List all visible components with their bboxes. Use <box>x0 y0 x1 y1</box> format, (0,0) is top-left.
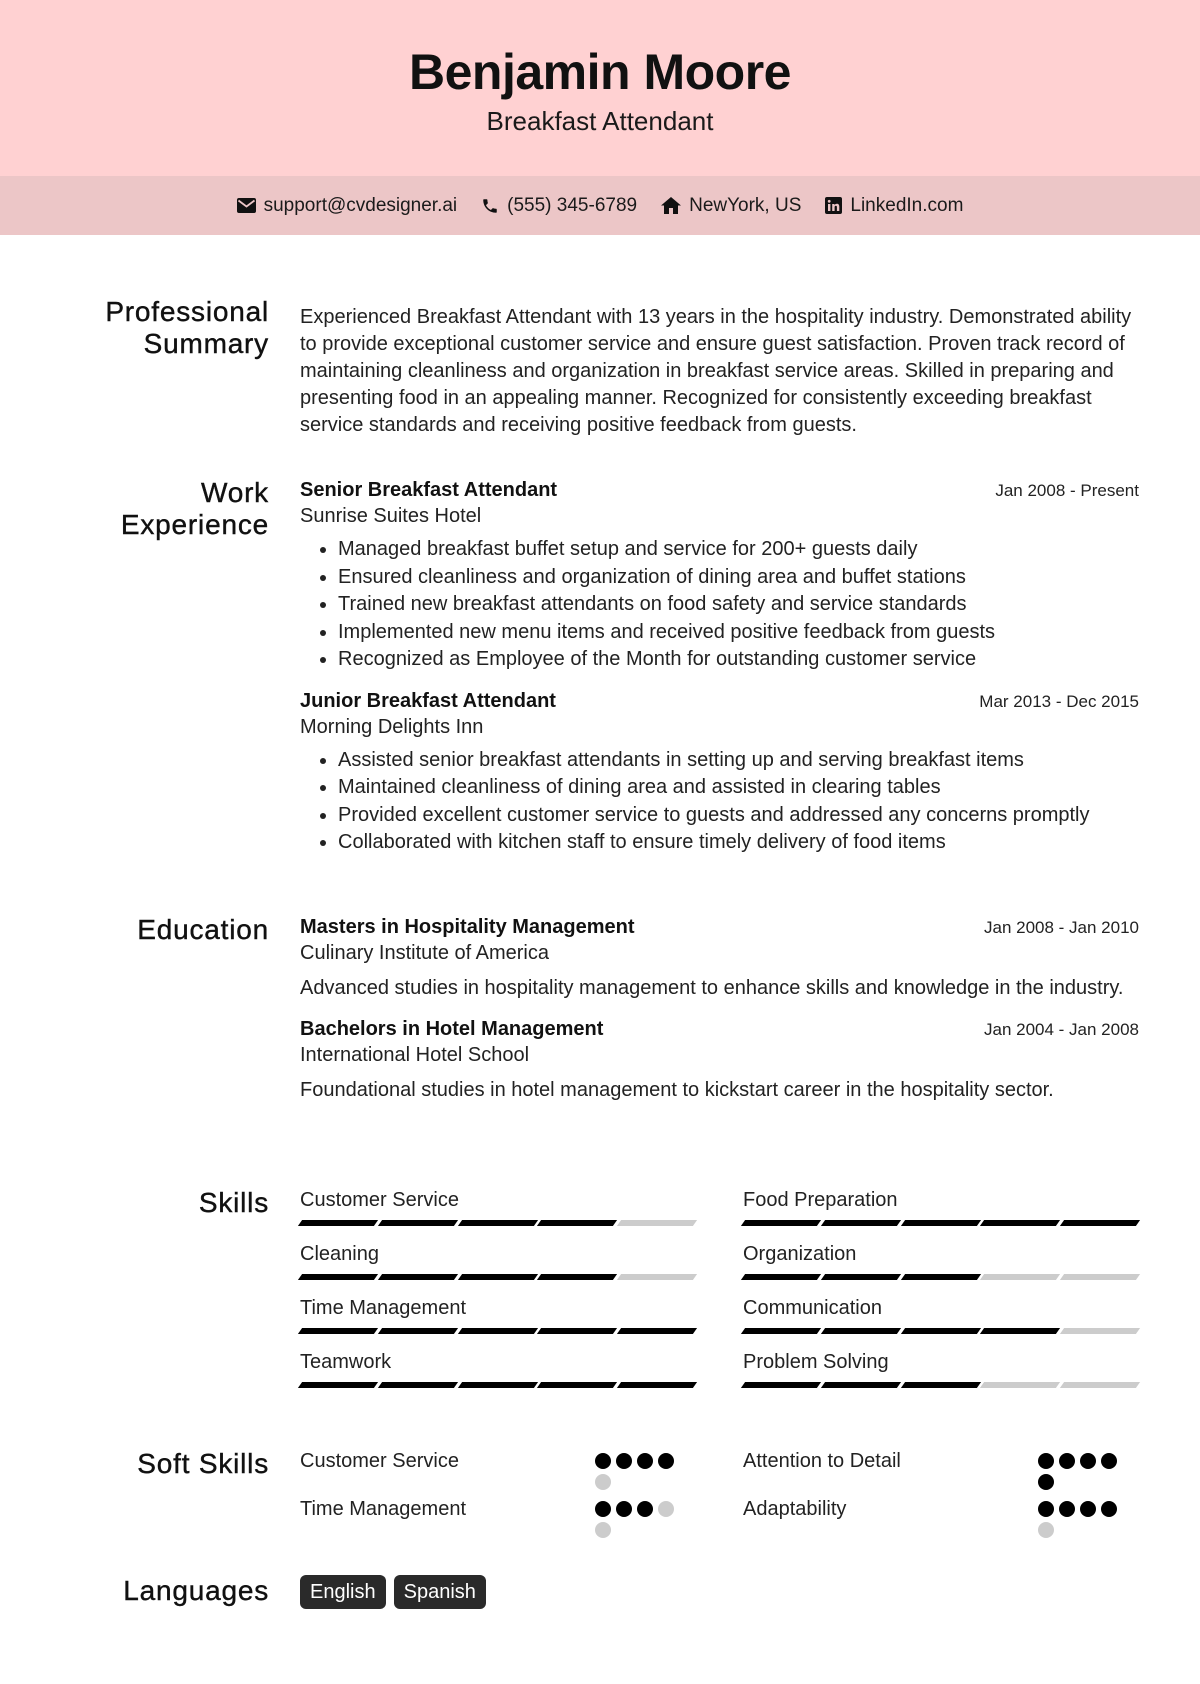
skill-item <box>300 1295 695 1334</box>
skill-level-bar <box>300 1274 695 1280</box>
contact-linkedin[interactable] <box>825 195 963 217</box>
languages-heading: Languages <box>123 1575 269 1606</box>
experience-heading <box>121 477 269 541</box>
skill-level-segment <box>378 1328 458 1334</box>
education-description: Foundational studies in hotel management to kickstart career in the hospitality sector. <box>300 1079 1054 1101</box>
skill-level-segment <box>617 1382 697 1388</box>
soft-skill-rating <box>595 1501 685 1538</box>
skill-name: Cleaning <box>300 1243 379 1265</box>
home-icon <box>661 197 681 214</box>
skill-level-bar <box>743 1382 1138 1388</box>
summary-heading <box>105 296 269 360</box>
job-title: Senior Breakfast Attendant <box>300 479 558 501</box>
skill-level-segment <box>900 1274 980 1280</box>
skill-name: Organization <box>743 1243 857 1265</box>
skill-item <box>743 1187 1138 1226</box>
skill-level-segment <box>900 1220 980 1226</box>
soft-skills-grid <box>300 1448 1139 1534</box>
skill-level-segment <box>457 1274 537 1280</box>
skill-level-segment <box>298 1382 378 1388</box>
skill-level-segment <box>821 1220 901 1226</box>
rating-dot <box>1038 1522 1054 1538</box>
skill-level-segment <box>457 1220 537 1226</box>
skill-level-segment <box>980 1274 1060 1280</box>
job-bullet: • Managed breakfast buffet setup and service for 200+ guests daily <box>338 536 1139 564</box>
education-date: Jan 2004 - Jan 2008 <box>983 1020 1139 1039</box>
job-bullet: • Ensured cleanliness and organization of dining area and buffet stations <box>338 564 1139 592</box>
job-title: Junior Breakfast Attendant <box>300 689 556 712</box>
education-list <box>300 914 1139 1118</box>
skill-item <box>300 1187 695 1226</box>
skill-level-segment <box>1060 1220 1140 1226</box>
contact-email-text: support@cvdesigner.ai <box>263 194 458 216</box>
skill-item <box>743 1241 1138 1280</box>
skill-level-segment <box>741 1328 821 1334</box>
rating-dot <box>1080 1453 1096 1469</box>
skill-level-bar <box>743 1274 1138 1280</box>
skill-item <box>743 1295 1138 1334</box>
skill-item <box>300 1349 695 1388</box>
rating-dot <box>1038 1501 1054 1517</box>
education-date: Jan 2008 - Jan 2010 <box>983 918 1139 937</box>
skill-level-segment <box>741 1220 821 1226</box>
skill-level-segment <box>821 1382 901 1388</box>
skill-level-segment <box>980 1220 1060 1226</box>
soft-skill-name: Adaptability <box>743 1498 847 1520</box>
job-bullet: • Collaborated with kitchen staff to ensure timely delivery of food items <box>338 829 1139 857</box>
skill-level-segment <box>980 1382 1060 1388</box>
skill-level-bar <box>743 1220 1138 1226</box>
job-list <box>300 477 1139 871</box>
skill-item <box>743 1349 1138 1388</box>
education-heading: Education <box>137 914 269 945</box>
skill-name: Problem Solving <box>743 1351 889 1373</box>
skill-level-segment <box>457 1382 537 1388</box>
job-bullet: • Maintained cleanliness of dining area and assisted in clearing tables <box>338 774 1139 802</box>
soft-skill-item <box>743 1496 1138 1534</box>
job-date: Jan 2008 - Present <box>995 481 1139 500</box>
rating-dot <box>595 1453 611 1469</box>
rating-dot <box>658 1453 674 1469</box>
skill-level-segment <box>900 1328 980 1334</box>
soft-skill-item <box>300 1496 695 1534</box>
skill-level-segment <box>298 1220 378 1226</box>
skill-level-segment <box>457 1328 537 1334</box>
skills-grid <box>300 1187 1139 1388</box>
rating-dot <box>1080 1501 1096 1517</box>
skill-level-segment <box>378 1274 458 1280</box>
skill-level-segment <box>537 1274 617 1280</box>
rating-dot <box>1038 1453 1054 1469</box>
experience-heading-line1: Work <box>200 477 269 508</box>
job-company: Morning Delights Inn <box>300 715 484 738</box>
resume-header <box>0 0 1200 176</box>
contact-phone-text: (555) 345-6789 <box>507 194 638 216</box>
language-list <box>300 1575 1139 1609</box>
skill-level-segment <box>741 1382 821 1388</box>
experience-heading-line2: Experience <box>120 509 269 540</box>
skill-name: Customer Service <box>300 1189 459 1211</box>
skill-level-segment <box>537 1220 617 1226</box>
soft-skills-heading: Soft Skills <box>137 1448 269 1479</box>
school-name: Culinary Institute of America <box>300 942 549 964</box>
job-bullet: • Implemented new menu items and received positive feedback from guests <box>338 619 1139 647</box>
rating-dot <box>616 1453 632 1469</box>
contact-linkedin-text: LinkedIn.com <box>850 194 964 216</box>
skill-level-segment <box>617 1220 697 1226</box>
soft-skill-rating <box>1038 1453 1128 1490</box>
job-date: Mar 2013 - Dec 2015 <box>979 691 1139 711</box>
skill-level-segment <box>1060 1274 1140 1280</box>
skills-heading: Skills <box>198 1187 269 1218</box>
skill-name: Communication <box>743 1297 882 1319</box>
rating-dot <box>658 1501 674 1517</box>
contact-phone[interactable] <box>481 195 637 217</box>
candidate-title: Breakfast Attendant <box>486 106 714 136</box>
contact-email[interactable] <box>237 195 458 217</box>
soft-skill-rating <box>595 1453 685 1490</box>
job-bullet: • Trained new breakfast attendants on food safety and service standards <box>338 591 1139 619</box>
education-entry <box>300 1016 1139 1104</box>
rating-dot <box>1059 1501 1075 1517</box>
skill-level-segment <box>1060 1382 1140 1388</box>
rating-dot <box>1038 1474 1054 1490</box>
language-badge: English <box>300 1575 386 1609</box>
skill-level-segment <box>980 1328 1060 1334</box>
job-bullet: • Provided excellent customer service to guests and addressed any concerns promptly <box>338 802 1139 830</box>
skill-level-segment <box>537 1382 617 1388</box>
skill-level-bar <box>300 1382 695 1388</box>
education-description: Advanced studies in hospitality management to enhance skills and knowledge in the industry. <box>300 977 1124 999</box>
skill-level-bar <box>300 1220 695 1226</box>
school-name: International Hotel School <box>300 1044 530 1066</box>
envelope-icon <box>237 198 256 213</box>
skill-level-segment <box>298 1274 378 1280</box>
contact-location <box>661 195 801 217</box>
degree-title: Masters in Hospitality Management <box>300 916 635 938</box>
phone-icon <box>481 197 499 215</box>
linkedin-icon <box>825 197 842 214</box>
skill-level-segment <box>378 1220 458 1226</box>
soft-skill-rating <box>1038 1501 1128 1538</box>
soft-skill-name: Attention to Detail <box>743 1450 901 1472</box>
skill-level-segment <box>298 1328 378 1334</box>
job-bullet: • Recognized as Employee of the Month for outstanding customer service <box>338 646 1139 674</box>
skill-name: Food Preparation <box>743 1189 898 1211</box>
contact-location-text: NewYork, US <box>689 194 802 216</box>
skill-level-segment <box>900 1382 980 1388</box>
skill-item <box>300 1241 695 1280</box>
candidate-name: Benjamin Moore <box>409 44 791 100</box>
skill-level-segment <box>378 1382 458 1388</box>
summary-heading-line1: Professional <box>105 296 269 327</box>
education-entry <box>300 914 1139 1002</box>
job-entry <box>300 477 1139 674</box>
skill-level-bar <box>300 1328 695 1334</box>
skill-name: Time Management <box>300 1297 466 1319</box>
job-bullets <box>300 747 1139 857</box>
soft-skill-name: Time Management <box>300 1498 466 1520</box>
skill-level-segment <box>821 1274 901 1280</box>
skill-level-bar <box>743 1328 1138 1334</box>
rating-dot <box>637 1501 653 1517</box>
skill-level-segment <box>1060 1328 1140 1334</box>
skill-level-segment <box>537 1328 617 1334</box>
job-entry <box>300 688 1139 857</box>
rating-dot <box>637 1453 653 1469</box>
skill-level-segment <box>741 1274 821 1280</box>
rating-dot <box>1101 1453 1117 1469</box>
language-badge: Spanish <box>394 1575 486 1609</box>
job-bullets <box>300 536 1139 674</box>
soft-skill-name: Customer Service <box>300 1450 459 1472</box>
summary-text: Experienced Breakfast Attendant with 13 years in the hospitality industry. Demonstrated ability to provide exceptional customer service and ensure guest satisfaction. Proven track record of maintaining cleanliness and organization in breakfast service areas. Skilled in preparing and presenting food in an appealing manner. Recognized for consistently exceeding breakfast service standards and receiving positive feedback from guests. <box>300 306 1132 436</box>
skill-name: Teamwork <box>300 1351 392 1373</box>
rating-dot <box>616 1501 632 1517</box>
skill-level-segment <box>821 1328 901 1334</box>
rating-dot <box>595 1501 611 1517</box>
summary-heading-line2: Summary <box>143 328 269 359</box>
skill-level-segment <box>617 1328 697 1334</box>
degree-title: Bachelors in Hotel Management <box>300 1018 604 1040</box>
rating-dot <box>1059 1453 1075 1469</box>
job-bullet: • Assisted senior breakfast attendants in setting up and serving breakfast items <box>338 747 1139 775</box>
soft-skill-item <box>743 1448 1138 1486</box>
contact-bar <box>0 176 1200 235</box>
rating-dot <box>1101 1501 1117 1517</box>
job-company: Sunrise Suites Hotel <box>300 505 482 527</box>
rating-dot <box>595 1522 611 1538</box>
soft-skill-item <box>300 1448 695 1486</box>
rating-dot <box>595 1474 611 1490</box>
skill-level-segment <box>617 1274 697 1280</box>
